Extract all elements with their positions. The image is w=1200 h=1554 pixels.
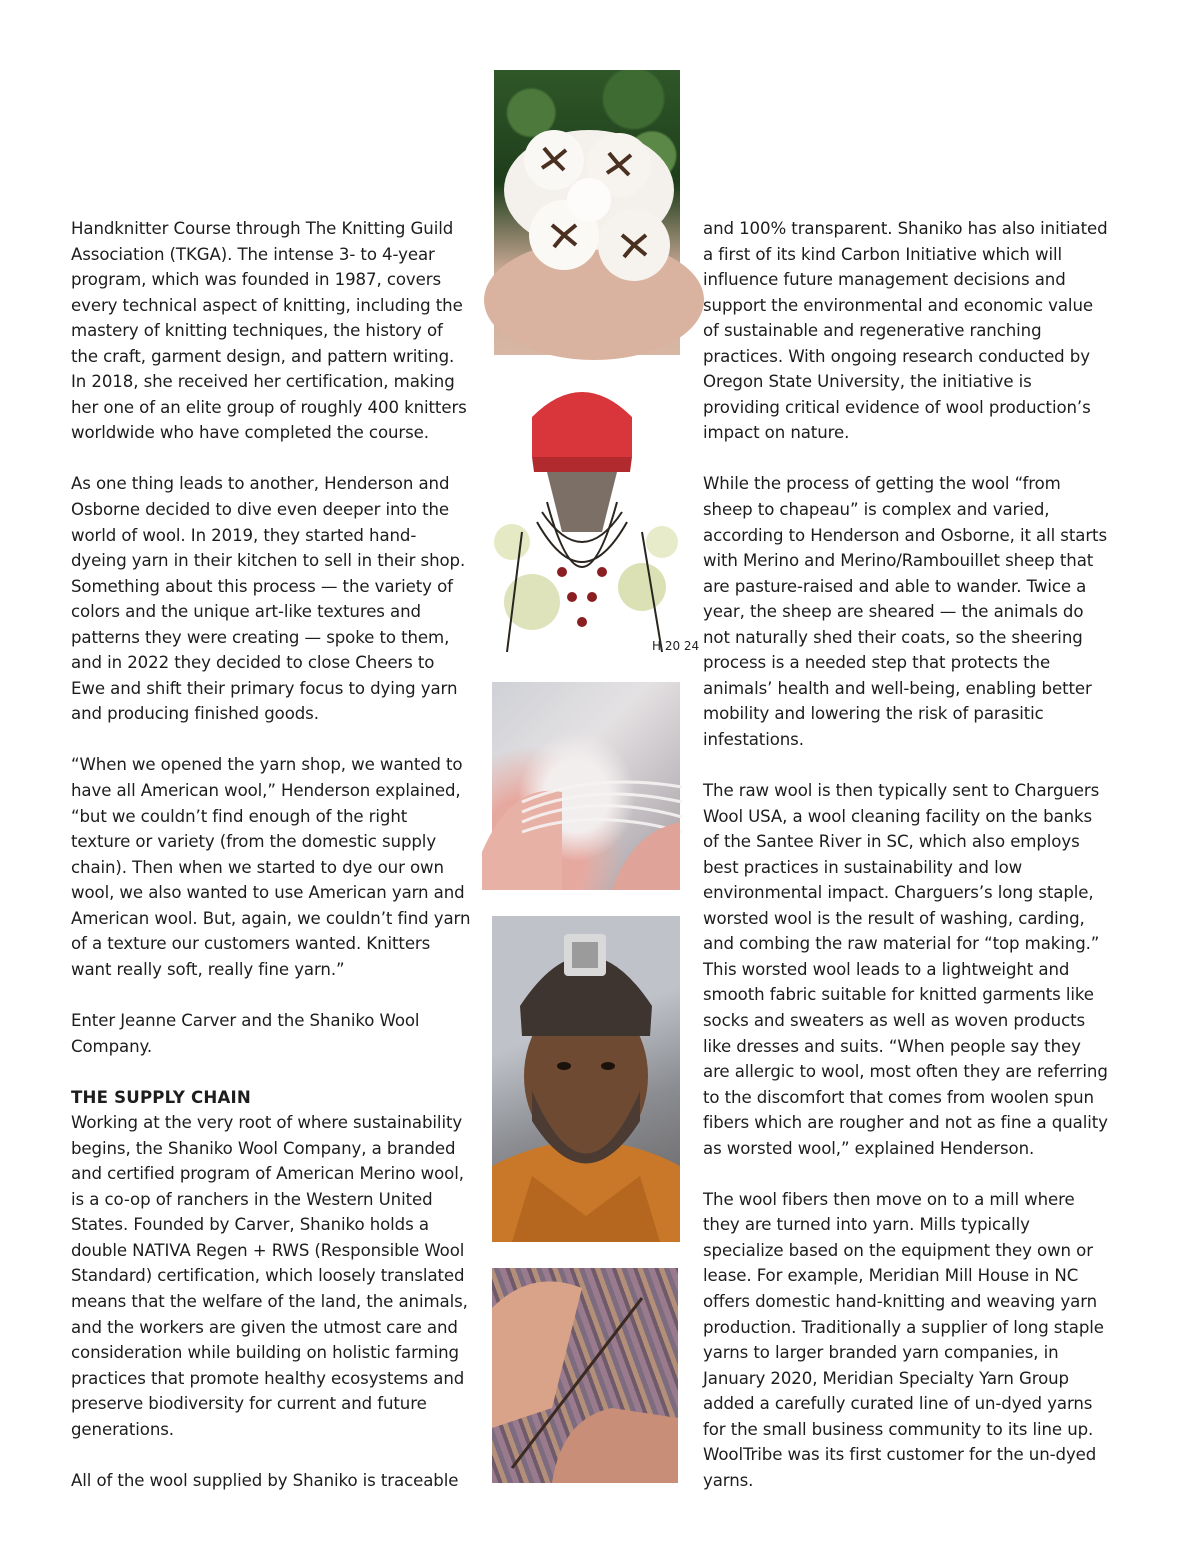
section-heading: THE SUPPLY CHAIN [71, 1087, 252, 1107]
portrait-photo [492, 916, 680, 1242]
sketch-signature: H 20 24 [652, 639, 700, 653]
paragraph: While the process of getting the wool “from sheep to chapeau” is complex and varied, according to Henderson and Osborne, it all starts with Merino and Merino/Rambouillet sheep that are pasture-raised and able to wander. Twice a year, the sheep are sheared — the animals do not naturally shed their coats, so the sheering process is a needed step that protects the animals’ health and well-being, enabling better mobility and lowering the risk of parasitic infestations. [703, 474, 1107, 749]
paragraph: and 100% transparent. Shaniko has also initiated a first of its kind Carbon Initiative which will influence future management decisions and support the environmental and economic value of sustainable and regenerative ranching practices. With ongoing research conducted by Oregon State University, the initiative is providing critical evidence of wool production’s impact on nature. [703, 219, 1108, 443]
knit-hat-sketch [492, 372, 700, 662]
knitting-illustration [492, 1268, 678, 1483]
paragraph: Enter Jeanne Carver and the Shaniko Wool Company. [71, 1010, 420, 1056]
right-text-column [703, 216, 1108, 1519]
cotton-bolls-illustration [494, 70, 680, 355]
yarn-strands-illustration [492, 682, 680, 890]
fashion-sketch-illustration [492, 372, 700, 662]
portrait-illustration [492, 916, 680, 1242]
knitting-hands-photo [492, 1268, 678, 1483]
paragraph: Working at the very root of where sustainability begins, the Shaniko Wool Company, a branded and certified program of American Merino wool, is a co-op of ranchers in the Western United States. Founded by Carver, Shaniko holds a double NATIVA Regen + RWS (Responsible Wool Standard) certification, which loosely translated means that the welfare of the land, the animals, and the workers are given the utmost care and consideration while building on holistic farming practices that promote healthy ecosystems and preserve biodiversity for current and future generations. [71, 1113, 468, 1439]
yarn-closeup-photo [492, 682, 680, 890]
cotton-photo [494, 70, 680, 355]
paragraph: “When we opened the yarn shop, we wanted to have all American wool,” Henderson explained, “but we couldn’t find enough of the right texture or variety (from the domestic supply chain). Then when we started to dye our own wool, we also wanted to use American yarn and American wool. But, again, we couldn’t find yarn of a texture our customers wanted. Knitters want really soft, really fine yarn.” [71, 755, 471, 979]
left-text-column [71, 216, 471, 1519]
paragraph: Handknitter Course through The Knitting Guild Association (TKGA). The intense 3- to 4-year program, which was founded in 1987, covers every technical aspect of knitting, including the mastery of knitting techniques, the history of the craft, garment design, and pattern writing. In 2018, she received her certification, making her one of an elite group of roughly 400 knitters worldwide who have completed the course. [71, 219, 467, 443]
paragraph: All of the wool supplied by Shaniko is traceable [71, 1470, 459, 1490]
paragraph: The raw wool is then typically sent to Charguers Wool USA, a wool cleaning facility on the banks of the Santee River in SC, which also employs best practices in sustainability and low environmental impact. Charguers’s long staple, worsted wool is the result of washing, carding, and combing the raw material for “top making.” This worsted wool leads to a lightweight and smooth fabric suitable for knitted garments like socks and sweaters as well as woven products like dresses and suits. “When people say they are allergic to wool, most often they are referring to the discomfort that comes from woolen spun fibers which are rougher and not as fine a quality as worsted wool,” explained Henderson. [703, 781, 1108, 1158]
paragraph: The wool fibers then move on to a mill where they are turned into yarn. Mills typically specialize based on the equipment they own or lease. For example, Meridian Mill House in NC offers domestic hand-knitting and weaving yarn production. Traditionally a supplier of long staple yarns to larger branded yarn companies, in January 2020, Meridian Specialty Yarn Group added a carefully curated line of un-dyed yarns for the small business community to its line up. WoolTribe was its first customer for the un-dyed yarns. [703, 1189, 1104, 1490]
paragraph: As one thing leads to another, Henderson and Osborne decided to dive even deeper into the world of wool. In 2019, they started hand-dyeing yarn in their kitchen to sell in their shop. Something about this process — the variety of colors and the unique art-like textures and patterns they were creating — spoke to them, and in 2022 they decided to close Cheers to Ewe and shift their primary focus to dying yarn and producing finished goods. [71, 474, 466, 724]
